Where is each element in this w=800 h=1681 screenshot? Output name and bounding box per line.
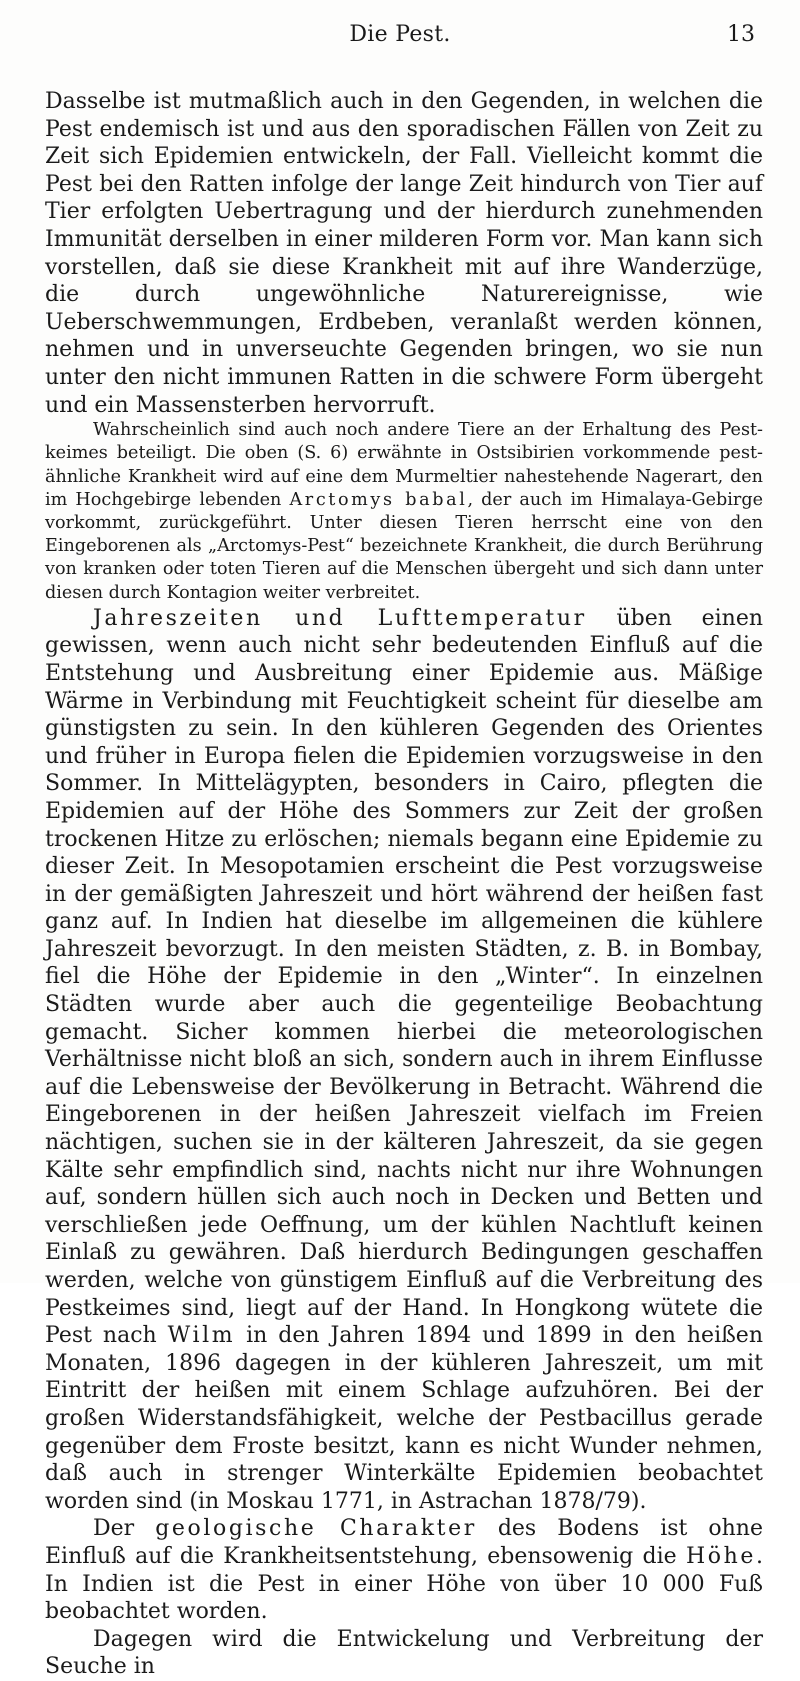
text-segment: , der auch im Himalaya-Gebirge vorkommt, zurückgeführt. Unter diesen Tieren herrscht eine von den Eingeborenen als „Arctomys-Pest“ bezeichnete Krankheit, die durch Berührung von kranken oder toten Tieren auf die Menschen übergeht und sich dann unter diesen durch Kontagion weiter verbreitet. xyxy=(45,489,763,603)
section-keyword: geologische Charakter xyxy=(155,1516,477,1542)
paragraph-seasons xyxy=(45,605,763,1516)
text-segment: des Bodens ist ohne Einfluß auf die Krankheitsentstehung, ebensowenig die xyxy=(45,1516,763,1569)
running-title: Die Pest. xyxy=(349,22,451,47)
text-segment: Wahrscheinlich sind auch noch andere Tiere an der Erhaltung des Pestkeimes beteiligt. Die oben (S. 6) erwähnte in Ostsibirien vorkommende pestähnliche Krankheit wird auf eine dem Murmeltier nahestehende Nagerart, den im Hochgebirge lebenden xyxy=(45,420,763,510)
page-body xyxy=(45,88,763,1681)
paragraph-rats: Dasselbe ist mutmaßlich auch in den Gegenden, in welchen die Pest endemisch ist und aus den sporadischen Fällen von Zeit zu Zeit sich Epidemien entwickeln, der Fall. Vielleicht kommt die Pest bei den Ratten infolge der lange Zeit hindurch von Tier auf Tier erfolgten Uebertragung und der hierdurch zunehmenden Immunität derselben in einer milderen Form vor. Man kann sich vorstellen, daß sie diese Krankheit mit auf ihre Wanderzüge, die durch ungewöhnliche Naturereignisse, wie Ueberschwemmungen, Erdbeben, veranlaßt werden können, nehmen und in unverseuchte Gegenden bringen, wo sie nun unter den nicht immunen Ratten in die schwere Form übergeht und ein Massensterben hervorruft. xyxy=(45,89,763,418)
species-name: Arctomys babal xyxy=(289,489,468,510)
paragraph-geology xyxy=(45,1515,763,1625)
section-keyword: Höhe xyxy=(685,1543,756,1569)
paragraph-continuation: Dagegen wird die Entwickelung und Verbreitung der Seuche in xyxy=(45,1626,763,1680)
text-segment: in den Jahren 1894 und 1899 in den heißen Monaten, 1896 dagegen in der kühleren Jahreszeit, um mit Eintritt der heißen mit einem Schlage aufzuhören. Bei der großen Widerstandsfähigkeit, welche der Pestbacillus gerade gegenüber dem Froste besitzt, kann es nicht Wunder nehmen, daß auch in strenger Winterkälte Epidemien beobachtet worden sind (in Moskau 1771, in Astrachan 1878/79). xyxy=(45,1323,763,1514)
paragraph-other-animals xyxy=(45,419,763,605)
author-name: Wilm xyxy=(167,1323,236,1349)
section-keyword: Jahreszeiten und Lufttemperatur xyxy=(93,605,587,631)
text-segment: . In Indien ist die Pest in einer Höhe von über 10 000 Fuß beobachtet worden. xyxy=(45,1543,763,1625)
text-segment: üben einen gewissen, wenn auch nicht sehr bedeutenden Einfluß auf die Entstehung und Ausbreitung einer Epidemie aus. Mäßige Wärme in Verbindung mit Feuchtigkeit scheint für dieselbe am günstigsten zu sein. In den kühleren Gegenden des Orientes und früher in Europa fielen die Epidemien vorzugsweise in den Sommer. In Mittelägypten, besonders in Cairo, pflegten die Epidemien auf der Höhe des Sommers zur Zeit der großen trockenen Hitze zu erlöschen; niemals begann eine Epidemie zu dieser Zeit. In Mesopotamien erscheint die Pest vorzugsweise in der gemäßigten Jahreszeit und hört während der heißen fast ganz auf. In Indien hat dieselbe im allgemeinen die kühlere Jahreszeit bevorzugt. In den meisten Städten, z. B. in Bombay, fiel die Höhe der Epidemie in den „Winter“. In einzelnen Städten wurde aber auch die gegenteilige Beobachtung gemacht. Sicher kommen hierbei die meteorologischen Verhältnisse nicht bloß an sich, sondern auch in ihrem Einflusse auf die Lebensweise der Bevölkerung in Betracht. Während die Eingeborenen in der heißen Jahreszeit vielfach im Freien nächtigen, suchen sie in der kälteren Jahreszeit, da sie gegen Kälte sehr empfindlich sind, nachts nicht nur ihre Wohnungen auf, sondern hüllen sich auch noch in Decken und Betten und verschließen jede Oeffnung, um der kühlen Nachtluft keinen Einlaß zu gewähren. Daß hierdurch Bedingungen geschaffen werden, welche von günstigem Einfluß auf die Verbreitung des Pestkeimes sind, liegt auf der Hand. In Hongkong wütete die Pest nach xyxy=(45,605,764,1349)
page-number: 13 xyxy=(727,22,755,47)
text-segment: Der xyxy=(93,1516,156,1542)
page-header xyxy=(45,22,755,54)
